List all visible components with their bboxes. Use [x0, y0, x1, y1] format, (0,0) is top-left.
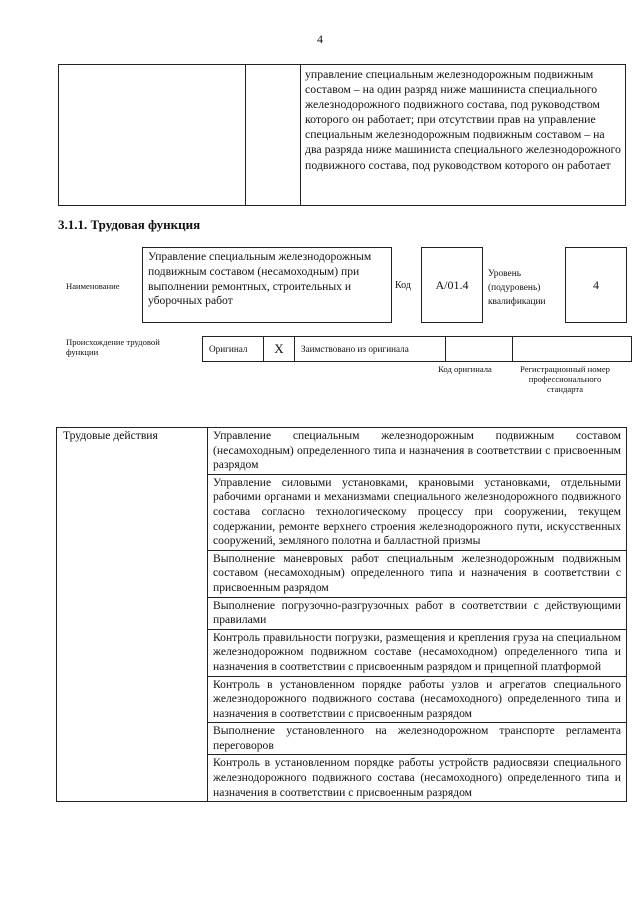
- action-item: Выполнение установленного на железнодорожном транспорте регламента переговоров: [208, 723, 627, 755]
- reg-number-cell: [513, 337, 632, 362]
- original-mark: X: [264, 337, 295, 362]
- actions-label: Трудовые действия: [57, 428, 208, 802]
- name-label: Наименование: [66, 281, 120, 291]
- empty-cell: [59, 65, 246, 206]
- continuation-cell: [301, 65, 626, 206]
- code-original-cell: [446, 337, 513, 362]
- action-item: Контроль в установленном порядке работы узлов и агрегатов специального железнодорожного подвижного состава (несамоходного) определенного типа и назначения в соответствии с присвоенным разрядом: [208, 676, 627, 723]
- action-item: Контроль в установленном порядке работы устройств радиосвязи специального железнодорожного подвижного состава (несамоходного) определенного типа и назначения в соответствии с присвоенным разрядом: [208, 755, 627, 802]
- action-item: Контроль правильности погрузки, размещения и крепления груза на специальном железнодорожном подвижном составе (несамоходном) определенного типа и назначения в соответствии с присвоенным разрядом и прицепной платформой: [208, 629, 627, 676]
- level-label: Уровень (подуровень) квалификации: [488, 269, 546, 307]
- level-value: 4: [593, 277, 599, 292]
- function-name-box: [142, 247, 392, 323]
- actions-table: [56, 427, 627, 802]
- action-item: Выполнение погрузочно-разгрузочных работ в соответствии с действующими правилами: [208, 597, 627, 629]
- code-label: Код: [395, 280, 411, 291]
- function-name-value: Управление специальным железнодорожным подвижным составом (несамоходным) при выполнении ремонтных, строительных и уборочных работ: [148, 250, 372, 308]
- code-original-caption: Код оригинала: [438, 364, 492, 374]
- action-item: Управление силовыми установками, крановыми установками, отдельными рабочими органами и механизмами специального железнодорожного подвижного состава согласно технологическому процессу при сооружении, текущем содержании, ремонте верхнего строения железнодорожного пути, искусственных сооружений, земляного полотна и балластной призмы: [208, 474, 627, 550]
- level-box: [565, 247, 627, 323]
- origin-table: [202, 336, 632, 362]
- original-label: Оригинал: [203, 337, 264, 362]
- section-heading: 3.1.1. Трудовая функция: [58, 217, 201, 232]
- empty-cell: [246, 65, 301, 206]
- origin-label: Происхождение трудовой функции: [66, 337, 160, 357]
- code-box: [421, 247, 483, 323]
- borrowed-label: Заимствовано из оригинала: [295, 337, 446, 362]
- page-number: 4: [317, 32, 323, 46]
- action-item: Управление специальным железнодорожным подвижным составом (несамоходным) определенного типа и назначения в соответствии с присвоенным разрядом: [208, 428, 627, 475]
- code-value: A/01.4: [435, 277, 469, 292]
- action-item: Выполнение маневровых работ специальным железнодорожным подвижным составом (несамоходным) определенного типа и назначения в соответствии с присвоенным разрядом: [208, 550, 627, 597]
- continuation-table: [58, 64, 626, 206]
- reg-number-caption: Регистрационный номер профессионального стандарта: [520, 364, 610, 394]
- continuation-text: управление специальным железнодорожным подвижным составом – на один разряд ниже машиниста специального железнодорожного подвижного состава, под руководством которого он работает; при отсутствии прав на управление специальным железнодорожным подвижным составом – на два разряда ниже машиниста специального железнодорожного подвижного состава, под руководством которого он работает: [305, 67, 621, 172]
